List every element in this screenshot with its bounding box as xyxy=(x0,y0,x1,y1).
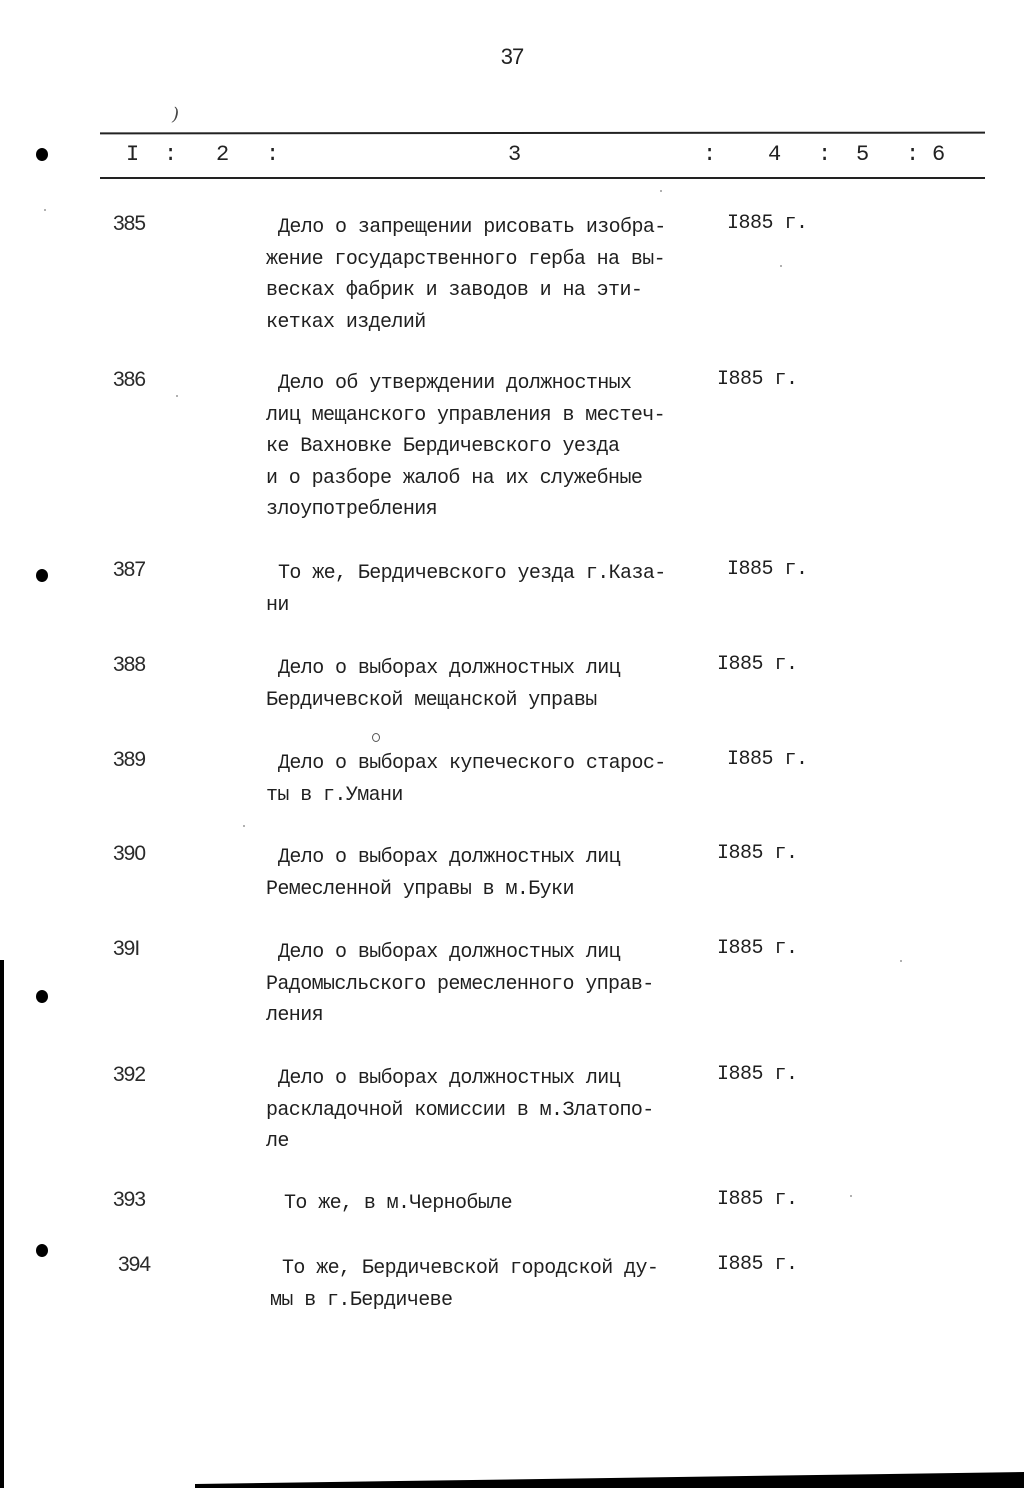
record-date: I885 г. xyxy=(717,653,798,676)
record-description xyxy=(266,558,736,621)
speck xyxy=(176,395,178,397)
description-line: То же, Бердичевского уезда г.Каза- xyxy=(278,562,666,585)
description-line: ты в г.Умани xyxy=(266,783,403,807)
record-date: I885 г. xyxy=(727,558,808,581)
speck xyxy=(660,190,662,192)
description-line: ления xyxy=(266,1004,324,1027)
column-separator: : xyxy=(703,142,717,167)
description-line: Дело о выборах должностных лиц xyxy=(278,1067,621,1090)
description-line: ке Вахновке Бердичевского уезда xyxy=(266,435,620,458)
record-number: 388 xyxy=(113,653,146,676)
record-date: I885 г. xyxy=(717,937,798,960)
description-line: Бердичевской мещанской управы xyxy=(266,688,597,712)
record-date: I885 г. xyxy=(717,1063,798,1086)
record-number: 39I xyxy=(113,937,140,960)
description-line: Дело о выборах должностных лиц xyxy=(278,846,621,869)
record-number: 390 xyxy=(113,842,146,865)
record-description xyxy=(266,368,736,526)
description-line: Радомысльского ремесленного управ- xyxy=(266,972,654,996)
column-header-6: 6 xyxy=(932,142,946,167)
record-number: 387 xyxy=(113,558,146,581)
record-number: 394 xyxy=(118,1253,151,1276)
binder-hole-mark xyxy=(36,990,48,1003)
description-line: злоупотребления xyxy=(266,498,438,521)
description-line: и о разборе жалоб на их служебные xyxy=(266,466,643,490)
description-line: Дело об утверждении должностных xyxy=(278,372,632,395)
record-description xyxy=(266,748,736,811)
speck xyxy=(850,1195,852,1197)
record-date: I885 г. xyxy=(727,748,808,771)
description-line: Дело о выборах должностных лиц xyxy=(278,941,621,964)
record-description xyxy=(270,1253,740,1316)
description-line: жение государственного герба на вы- xyxy=(266,247,666,271)
column-header-3: 3 xyxy=(508,142,522,167)
description-line: Дело о выборах должностных лиц xyxy=(278,657,621,680)
record-date: I885 г. xyxy=(717,1253,798,1276)
record-number: 393 xyxy=(113,1188,146,1211)
speck xyxy=(900,960,902,962)
column-separator: : xyxy=(818,142,832,167)
column-separator: : xyxy=(266,142,280,167)
record-number: 392 xyxy=(113,1063,146,1086)
description-line: весках фабрик и заводов и на эти- xyxy=(266,279,643,302)
column-header-4: 4 xyxy=(768,142,782,167)
record-description xyxy=(266,212,736,338)
description-line: Дело о запрещении рисовать изобра- xyxy=(278,216,666,239)
description-line: То же, Бердичевской городской ду- xyxy=(282,1257,659,1280)
speck xyxy=(372,733,380,742)
column-separator: : xyxy=(906,142,920,167)
column-separator: : xyxy=(164,142,178,167)
column-header-2: 2 xyxy=(216,142,230,167)
pencil-mark: ) xyxy=(172,104,180,125)
record-number: 386 xyxy=(113,368,146,391)
record-description xyxy=(272,1188,742,1220)
description-line: То же, в м.Чернобыле xyxy=(284,1192,513,1215)
record-date: I885 г. xyxy=(717,842,798,865)
record-date: I885 г. xyxy=(727,212,808,235)
scan-edge-left xyxy=(0,960,4,1488)
description-line: мы в г.Бердичеве xyxy=(270,1288,453,1312)
speck xyxy=(780,265,782,267)
record-description xyxy=(266,842,736,905)
column-header-1: I xyxy=(126,142,140,167)
binder-hole-mark xyxy=(36,1244,48,1257)
description-line: ле xyxy=(266,1130,289,1153)
binder-hole-mark xyxy=(36,569,48,582)
record-description xyxy=(266,937,736,1032)
binder-hole-mark xyxy=(36,148,48,161)
record-date: I885 г. xyxy=(717,368,798,391)
description-line: Ремесленной управы в м.Буки xyxy=(266,877,574,901)
record-description xyxy=(266,653,736,716)
header-rule-bottom xyxy=(100,177,985,179)
description-line: ни xyxy=(266,593,289,617)
speck xyxy=(44,209,46,211)
record-description xyxy=(266,1063,736,1158)
column-header-5: 5 xyxy=(856,142,870,167)
table-header xyxy=(100,142,985,172)
description-line: раскладочной комиссии в м.Златопо- xyxy=(266,1098,654,1122)
scan-edge-bottom xyxy=(195,1472,1024,1488)
record-number: 385 xyxy=(113,212,146,235)
header-rule-top xyxy=(100,132,985,135)
speck xyxy=(243,825,245,827)
description-line: Дело о выборах купеческого старос- xyxy=(278,752,666,775)
description-line: кетках изделий xyxy=(266,310,426,334)
page-number: 37 xyxy=(500,44,524,69)
description-line: лиц мещанского управления в местеч- xyxy=(266,403,666,427)
record-number: 389 xyxy=(113,748,146,771)
record-date: I885 г. xyxy=(717,1188,798,1211)
